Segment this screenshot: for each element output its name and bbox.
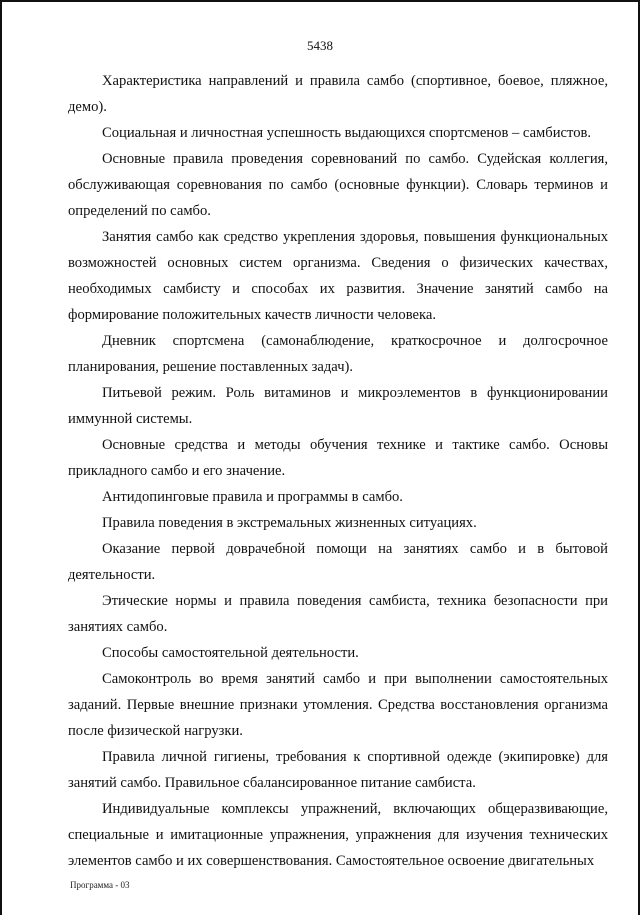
- paragraph: Дневник спортсмена (самонаблюдение, краткосрочное и долгосрочное планирования, решение поставленных задач).: [68, 333, 608, 375]
- paragraph: Способы самостоятельной деятельности.: [102, 645, 359, 661]
- paragraph: Этические нормы и правила поведения самбиста, техника безопасности при занятиях самбо.: [68, 593, 608, 635]
- paragraph: Питьевой режим. Роль витаминов и микроэлементов в функционировании иммунной системы.: [68, 385, 608, 427]
- paragraph: Социальная и личностная успешность выдающихся спортсменов – самбистов.: [102, 125, 592, 141]
- paragraph: Оказание первой доврачебной помощи на занятиях самбо и в бытовой деятельности.: [68, 541, 608, 583]
- document-body: [68, 68, 608, 874]
- paragraph: Характеристика направлений и правила самбо (спортивное, боевое, пляжное, демо).: [68, 73, 608, 115]
- paragraph: Индивидуальные комплексы упражнений, включающих общеразвивающие, специальные и имитационные упражнения, упражнения для изучения технических элементов самбо и их совершенствования. Самостоятельное освоение двигательных: [68, 801, 608, 869]
- page-number: 5438: [307, 38, 333, 53]
- paragraph: Антидопинговые правила и программы в самбо.: [102, 489, 403, 505]
- paragraph: Правила личной гигиены, требования к спортивной одежде (экипировке) для занятий самбо. Правильное сбалансированное питание самбиста.: [68, 749, 608, 791]
- paragraph: Основные правила проведения соревнований по самбо. Судейская коллегия, обслуживающая соревнования по самбо (основные функции). Словарь терминов и определений по самбо.: [68, 151, 608, 219]
- paragraph: Занятия самбо как средство укрепления здоровья, повышения функциональных возможностей основных систем организма. Сведения о физических качествах, необходимых самбисту и способах их развития. Значение занятий самбо на формирование положительных качеств личности человека.: [68, 229, 608, 323]
- footer-label: Программа - 03: [70, 880, 130, 890]
- paragraph: Самоконтроль во время занятий самбо и при выполнении самостоятельных заданий. Первые внешние признаки утомления. Средства восстановления организма после физической нагрузки.: [68, 671, 608, 739]
- page-border-top: [0, 0, 640, 2]
- paragraph: Основные средства и методы обучения технике и тактике самбо. Основы прикладного самбо и его значение.: [68, 437, 608, 479]
- paragraph: Правила поведения в экстремальных жизненных ситуациях.: [102, 515, 477, 531]
- page-border-left: [0, 0, 2, 915]
